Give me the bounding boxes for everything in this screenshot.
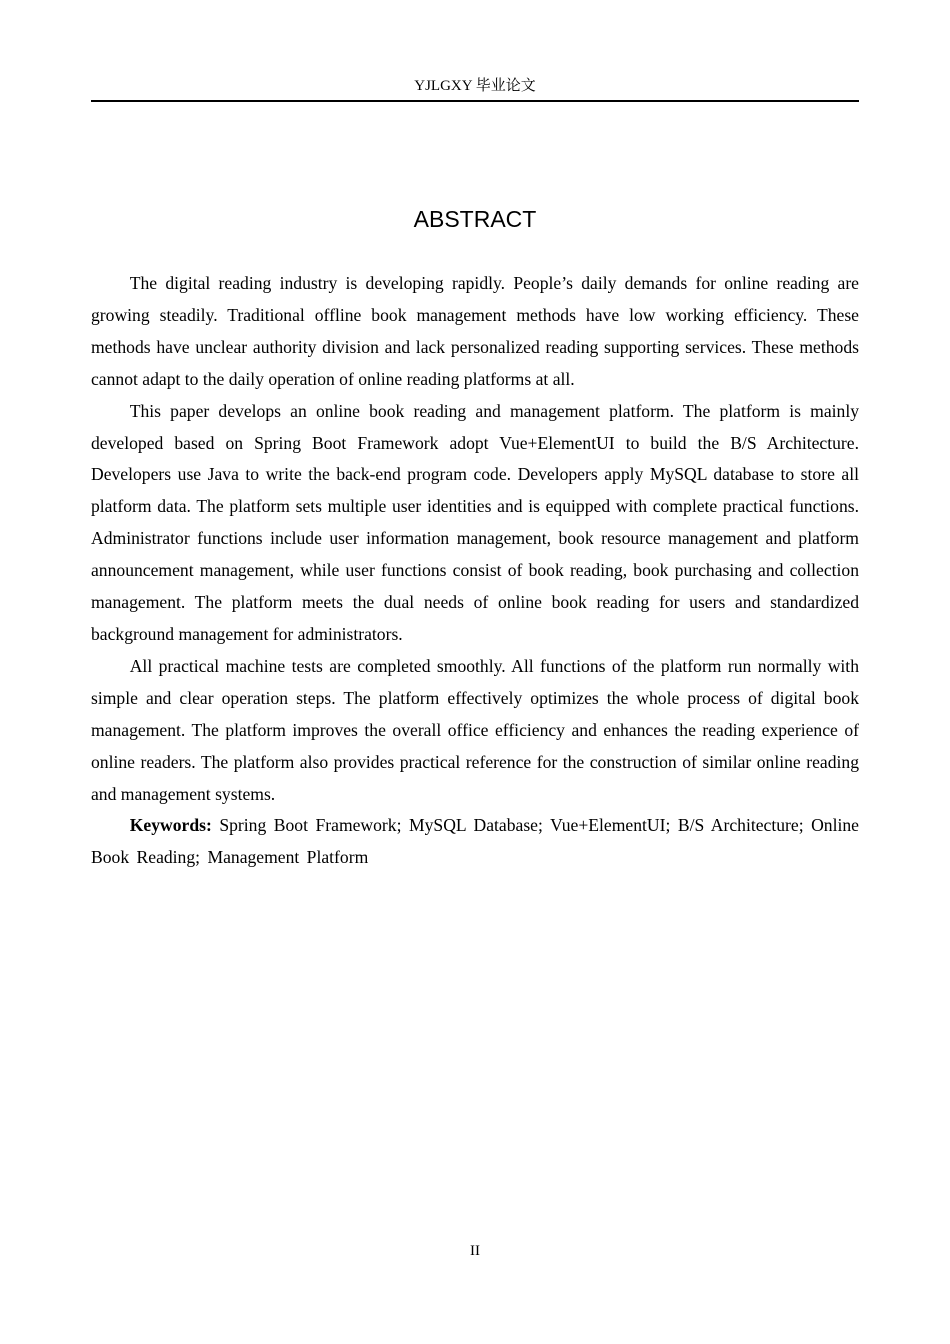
header-rule bbox=[91, 100, 859, 102]
keywords-line bbox=[91, 810, 859, 874]
abstract-paragraph-3: All practical machine tests are completed smoothly. All functions of the platform run normally with simple and clear operation steps. The platform effectively optimizes the whole process of digital book management. The platform improves the overall office efficiency and enhances the reading experience of online readers. The platform also provides practical reference for the construction of similar online reading and management systems. bbox=[91, 655, 859, 804]
abstract-paragraph-1: The digital reading industry is developing rapidly. People’s daily demands for online reading are growing steadily. Traditional offline book management methods have low working efficiency. These methods have unclear authority division and lack personalized reading supporting services. These methods cannot adapt to the daily operation of online reading platforms at all. bbox=[91, 273, 859, 389]
page-number: II bbox=[470, 1243, 480, 1259]
keywords-text: Spring Boot Framework; MySQL Database; Vue+ElementUI; B/S Architecture; Online Book Reading; Management Platform bbox=[91, 815, 859, 868]
running-header: YJLGXY 毕业论文 bbox=[414, 78, 536, 94]
abstract-paragraph-2: This paper develops an online book reading and management platform. The platform is mainly developed based on Spring Boot Framework adopt Vue+ElementUI to build the B/S Architecture. Developers use Java to write the back-end program code. Developers apply MySQL database to store all platform data. The platform sets multiple user identities and is equipped with complete practical functions. Administrator functions include user information management, book resource management and platform announcement management, while user functions consist of book reading, book purchasing and collection management. The platform meets the dual needs of online book reading for users and standardized background management for administrators. bbox=[91, 400, 859, 644]
abstract-body bbox=[91, 268, 859, 874]
keywords-label: Keywords: bbox=[129, 815, 212, 836]
abstract-title: ABSTRACT bbox=[413, 206, 537, 232]
